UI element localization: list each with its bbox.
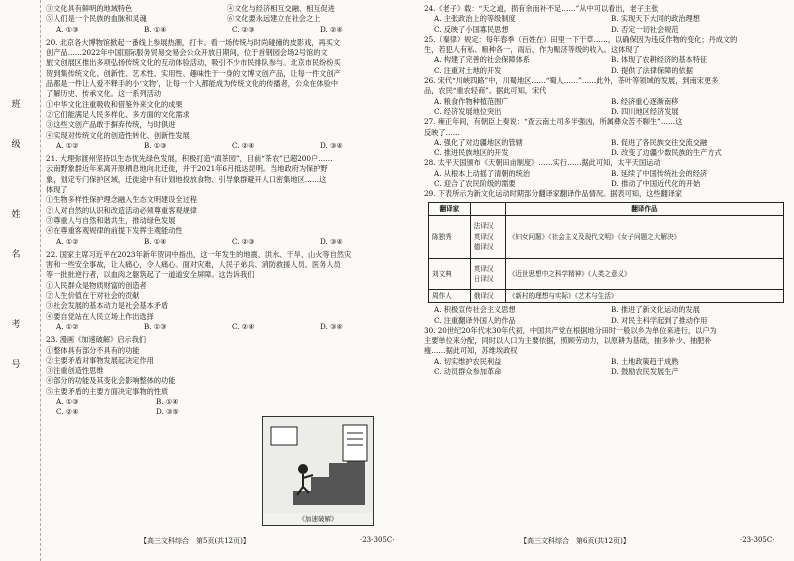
choice: A. 积极宣传社会主义思想 (434, 305, 516, 315)
choice: D. 改变了边疆少数民族的生产方式 (611, 148, 722, 158)
choice: A. ①② (56, 321, 79, 331)
choice: A. 主张政治上的等级制度 (434, 14, 516, 24)
answer-choices (424, 66, 788, 76)
choice: A. 粮食作物种植范围广 (434, 96, 509, 106)
question-25-text: 25.（秦律）规定：每年春季（百姓在）田里一下干草……，以确保因为违反作物的变化；丹成文的 (424, 34, 738, 44)
answer-choices (424, 97, 788, 107)
table-row (429, 258, 784, 289)
question-21-text: 云南野象群近年来离开原栖息地向北迁徙，并于2021年6月抵达昆明。当地政府为保护野 (46, 164, 328, 174)
choice: C. ②④ (232, 321, 255, 331)
cartoon-illustration (263, 417, 373, 513)
option: ⑤人们是一个民族的血脉和灵魂 (46, 14, 147, 24)
option: ③文化具有鲜明的地域特色 (46, 4, 133, 13)
answer-choices (46, 397, 256, 407)
choice: C. ②④ (232, 140, 255, 150)
table-row (429, 289, 784, 302)
question-21-text: 体现了 (46, 185, 68, 195)
question-20-text: 了解历史、传承文化。这一系列活动 (46, 89, 162, 99)
answer-choices (424, 169, 788, 179)
choice: C. 经济发展地位突出 (434, 106, 502, 116)
answer-choices (424, 148, 788, 158)
choice: D. 否定一切社会规范 (611, 24, 679, 34)
question-27-text: 反映了…… (424, 127, 460, 137)
page-code-right: ·23-305C· (740, 536, 775, 544)
question-27-text: 27. 雍正年间，有朝臣上奏说：“查云南土司多半强凶，所属彝众苦不聊生”……这 (424, 117, 683, 127)
choice: D. 四川地区经济发展 (611, 106, 679, 116)
page-footer-left: 【高三文科综合 第5页(共12页)】 (140, 537, 250, 545)
choice: D. ③④ (320, 321, 343, 331)
question-30-text: 30. 20世纪20年代末30年代初，中国共产党在根据地分田时一般以乡为单位来进行，以户为 (424, 325, 717, 335)
binding-mark: 姓 (11, 210, 21, 220)
choice: D. 鼓励农民发展生产 (611, 367, 679, 377)
answer-choices (424, 14, 788, 24)
option-row (46, 4, 408, 14)
choice: B. 经济重心逐渐南移 (611, 96, 679, 106)
choice: B. ①④ (144, 236, 167, 246)
choice: C. ②③ (232, 236, 255, 246)
question-25-text: 生，若犯人有私、粮种各一，雨后，作为赈济等级的收入。这体现了 (424, 45, 640, 55)
choice: A. ①③ (56, 24, 79, 34)
statement: ①整体具有部分不具有的功能 (46, 345, 140, 355)
table-cell: 英译汉 日译汉 (470, 258, 505, 289)
statement: ④实现对传统文化的创造性转化、创新性发展 (46, 130, 190, 140)
statement: ③社会发展的基本动力是社会基本矛盾 (46, 301, 169, 311)
question-23-text: 23. 漫画《加速破解》启示我们 (46, 335, 146, 345)
right-column (424, 4, 788, 377)
choice: A. 从根本上动摇了清朝的统治 (434, 168, 531, 178)
table-header (470, 202, 505, 215)
statement: ②主要矛盾对事物发展起决定作用 (46, 355, 154, 365)
choice: B. 延续了中国传统社会的经济 (611, 168, 708, 178)
choice: C. 动员群众参加革命 (434, 367, 502, 377)
translator-table (428, 202, 784, 304)
table-cell: 法译汉 英译汉 德译汉 (470, 215, 505, 258)
statement: ④要自觉站在人民立场上作出选择 (46, 311, 154, 321)
question-26-text: 品，农民“重农轻商”。据此可知，宋代 (424, 86, 547, 96)
choice: C. 迎合了农民阶级的需要 (434, 179, 516, 189)
answer-choices (424, 25, 788, 35)
statement: ①生物多样性保护理念融入生态文明建设全过程 (46, 195, 197, 205)
binding-mark: 号 (11, 360, 21, 370)
choice: C. 推进民族地区的开发 (434, 148, 509, 158)
answer-choices (46, 407, 256, 417)
statement: ⑤主要矛盾的主要方面决定事物的性质 (46, 386, 169, 396)
choice: B. 土地政策趋于成熟 (611, 356, 679, 366)
choice: C. 反映了小国寡民思想 (434, 24, 509, 34)
answer-choices (46, 25, 408, 35)
table-cell: 周作人 (429, 289, 471, 302)
choice: A. ①② (56, 140, 79, 150)
statement: ②人生价值在于对社会的贡献 (46, 291, 140, 301)
choice: A. 强化了对边疆地区的管辖 (434, 137, 523, 147)
cartoon-image (262, 416, 374, 526)
table-cell: 俄译汉 (470, 289, 505, 302)
table-cell: 《妇女问题》《社会主义及现代文明》《女子问题之大解决》 (505, 215, 783, 258)
statement: ①人民群众是物质财富的创造者 (46, 280, 147, 290)
answer-choices (46, 237, 408, 247)
option: ④文化与经济相互交融、相互促进 (227, 4, 335, 13)
question-23 (46, 335, 256, 417)
choice: A. 切实维护农民利益 (434, 356, 502, 366)
question-29-text: 29. 下表所示为新文化运动时期部分翻译家翻译作品情况。据表可知，这些翻译家 (424, 189, 683, 199)
choice: B. ①④ (144, 24, 167, 34)
statement: ④部分的功能及其变化会影响整体的功能 (46, 376, 176, 386)
question-20-text: 旅文创展区推出多项弘扬传统文化的互动体验活动，吸引不少市民排队参与。北京市民纷纷买 (46, 58, 341, 68)
binding-mark: 班 (11, 100, 21, 110)
statement: ③注重创造性思维 (46, 366, 104, 376)
choice: C. ②③ (232, 24, 255, 34)
question-20-text: 品都是一件让人爱不释手的小‘文物’，让每一个人都能成为传统文化的传播者，公众在体验中 (46, 79, 339, 89)
choice: B. ①③ (144, 321, 167, 331)
choice: C. ②④ (56, 407, 79, 417)
choice: D. 提供了法律保障的依据 (611, 65, 693, 75)
choice: D. ③⑤ (156, 407, 179, 417)
statement: ③尊重人与自然和谐共生，推动绿色发展 (46, 215, 176, 225)
binding-mark: 名 (11, 250, 21, 260)
question-22-text: 等一批批逆行者，以血肉之躯筑起了一道道安全屏障。这告诉我们 (46, 270, 255, 280)
question-28-text: 28. 太平天国颁布《天朝田亩制度》……实行……据此可知，太平天国运动 (424, 158, 661, 168)
left-column (46, 4, 408, 418)
choice: B. ①③ (144, 140, 167, 150)
answer-choices (424, 138, 788, 148)
table-header: 翻译家 (429, 202, 471, 215)
option-row (46, 14, 408, 24)
question-30-text: 主要单位来分配，同时以人口为主要依据，照顾劳动力，以原耕为基础，抽多补少、抽肥补 (424, 336, 712, 346)
choice: D. ③④ (320, 140, 343, 150)
choice: A. ①③ (56, 396, 79, 406)
table-header-row (429, 202, 784, 215)
answer-choices (424, 357, 788, 367)
choice: C. 注重翻译外国人的作品 (434, 315, 516, 325)
question-22-text: 害和一些安全事故，让人痛心，令人痛心。面对灾难，人民子弟兵、消防救援人员、医务人员 (46, 260, 341, 270)
cartoon-caption: 《加速破解》 (298, 515, 338, 523)
answer-choices (424, 55, 788, 65)
question-24-text: 24.《老子》载：“天之道，损有余而补不足……”从中可以看出，老子主张 (424, 4, 659, 13)
choice: B. 推进了新文化运动的发展 (611, 305, 700, 315)
question-21-text: 21. 大理弥渡州坚持以生态优先绿色发展，积极打造“滇茶园”，目前“茶农”已超200户…… (46, 154, 333, 164)
statement: ①中华文化注重吸收和借鉴外来文化的成果 (46, 99, 183, 109)
choice: C. 注重对土地的开发 (434, 65, 502, 75)
table-row (429, 215, 784, 258)
answer-choices (424, 367, 788, 377)
answer-choices (424, 179, 788, 189)
question-21-text: 象，划定专门保护区域，迁徙途中有计划地投放食物、引导象群避开人口密集地区……这 (46, 174, 327, 184)
binding-mark: 级 (11, 140, 21, 150)
question-22-text: 22. 国家主席习近平在2023年新年贺词中指出，这一年发生的地震、洪水、干旱、山火等自然灾 (46, 249, 352, 259)
choice: A. 构建了完善的社会保障体系 (434, 55, 531, 65)
choice: D. 推动了中国近代化的开始 (611, 179, 701, 189)
choice: B. 体现了农耕经济的基本特征 (611, 55, 708, 65)
question-20-text: 贺到集传统文化、创新性、艺术性、实用性、趣味性于一身的文博文创产品，让每一件文创产 (46, 68, 341, 78)
statement: ②它们能满足人民多样化、多方面的文化需求 (46, 109, 190, 119)
statement: ③这些文创产品敢于摒弃传统，与时俱进 (46, 120, 176, 130)
binding-strip (0, 0, 41, 561)
table-cell: 《新村的理想与实际》《艺术与生活》 (505, 289, 783, 302)
table-cell: 《近世思想中之科学精神》《人类之意义》 (505, 258, 783, 289)
question-20-text: 创产品……2022年中国国际服务贸易交易会公众开放日期间，位于首钢园会场2号馆的文 (46, 48, 328, 58)
question-20-text: 20. 北京各大博物馆掀起一番线上参展热潮，打卡。看一场传统与时尚碰撞的皮影戏，再买文 (46, 37, 341, 47)
page-footer-right: 【高三文科综合 第6页(共12页)】 (520, 537, 630, 545)
answer-choices (424, 316, 788, 326)
choice: B. 实现天下大同的政治理想 (611, 14, 700, 24)
answer-choices (424, 305, 788, 315)
table-cell: 陈独秀 (429, 215, 471, 258)
choice: B. ①④ (156, 396, 179, 406)
choice: B. 促进了各民族交往交流交融 (611, 137, 708, 147)
table-cell: 刘文典 (429, 258, 471, 289)
choice: D. 对民主科学起到了推动作用 (611, 315, 708, 325)
answer-choices (46, 322, 408, 332)
choice: D. ③④ (320, 236, 343, 246)
choice: A. ①② (56, 236, 79, 246)
table-header: 翻译作品 (505, 202, 783, 215)
option: ⑥文化要永远建立在社会之上 (227, 14, 321, 24)
choice: D. ②④ (320, 24, 343, 34)
answer-choices (424, 107, 788, 117)
answer-choices (46, 141, 408, 151)
statement: ②人对自然的认识和改造活动必须尊重客观规律 (46, 205, 197, 215)
question-26-text: 26. 宋代“川峡四路”中，川蜀地区……“蜀人……”……此外，茶叶等领域的发展，到南宋更多 (424, 76, 719, 86)
statement: ④在尊重客观规律的前提下发挥主观能动性 (46, 226, 183, 236)
page-code-left: ·23-305C· (360, 536, 395, 544)
question-30-text: 瘦……据此可知，苏维埃政权 (424, 346, 518, 356)
binding-mark: 考 (11, 320, 21, 330)
